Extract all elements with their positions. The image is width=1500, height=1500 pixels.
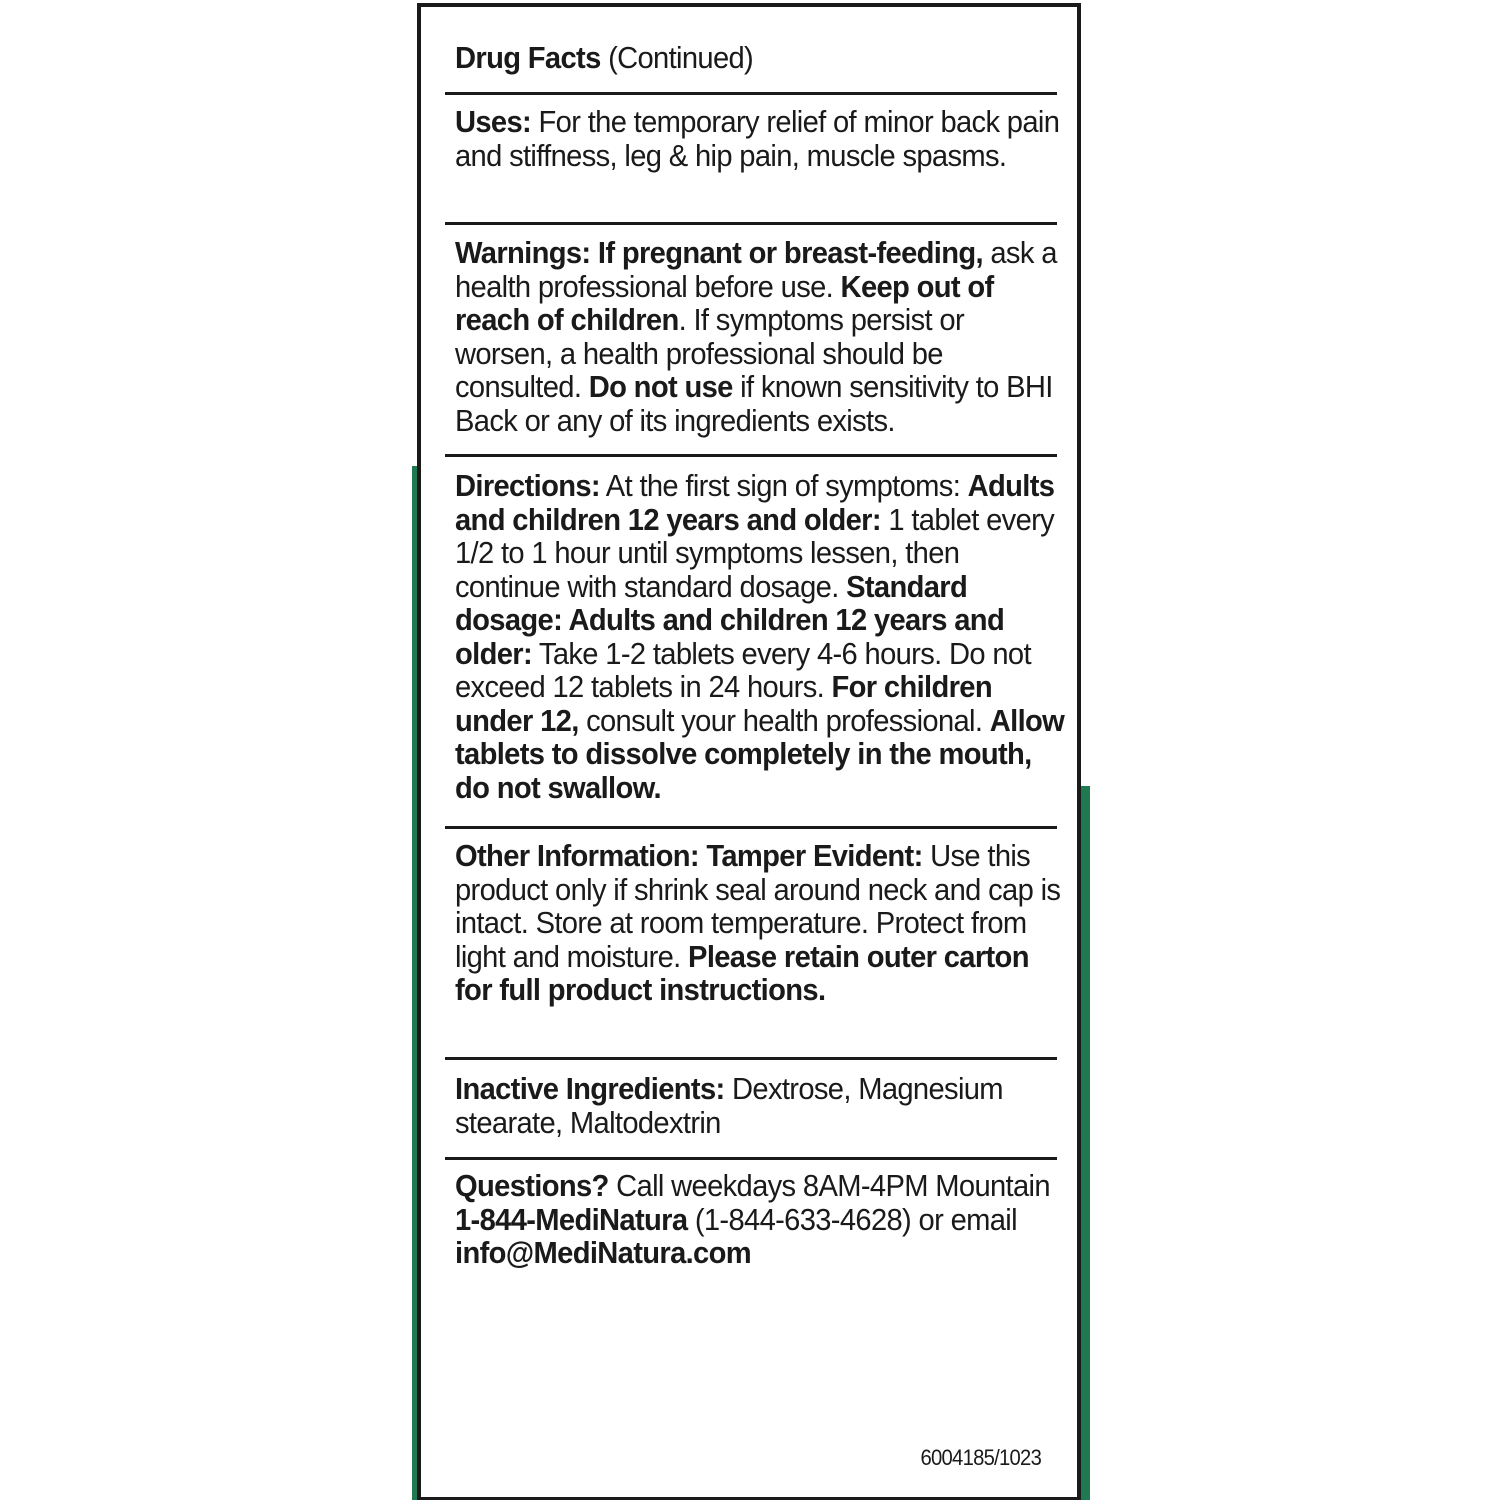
directions-text-3: Take 1-2 tablets every 4-6 hours. Do not exceed 12 tablets in 24 hours. <box>455 635 1031 704</box>
questions-email: info@MediNatura.com <box>455 1235 752 1270</box>
questions-phone: 1-844-MediNatura <box>455 1201 688 1237</box>
questions-label: Questions? <box>455 1168 609 1203</box>
directions-dissolve: Allow tablets to dissolve completely in the mouth, do not swallow. <box>455 702 1065 805</box>
divider <box>445 826 1057 829</box>
drug-facts-content <box>445 7 1065 1497</box>
uses-text: For the temporary relief of minor back pain and stiffness, leg & hip pain, muscle spasms. <box>455 104 1060 173</box>
warnings-text-1: ask a health professional before use. <box>455 235 1057 304</box>
other-information-text: Use this product only if shrink seal around neck and cap is intact. Store at room temperature. Protect from light and moisture. <box>455 838 1061 974</box>
warnings-section <box>455 236 1105 437</box>
divider <box>445 1157 1057 1160</box>
warnings-do-not-use: Do not use <box>588 369 733 404</box>
directions-label: Directions: <box>455 468 600 503</box>
directions-text-2: 1 tablet every 1/2 to 1 hour until symptoms lessen, then continue with standard dosage. <box>455 501 1055 604</box>
inactive-ingredients-section <box>455 1072 1105 1139</box>
divider <box>445 454 1057 457</box>
other-information-section <box>455 839 1105 1007</box>
drug-facts-title: Drug Facts <box>455 40 601 75</box>
inactive-ingredients-text: Dextrose, Magnesium stearate, Maltodextrin <box>455 1071 1003 1140</box>
product-code: 6004185/1023 <box>920 1445 1041 1470</box>
divider <box>445 92 1057 95</box>
directions-adults: Adults and children 12 years and older: <box>455 468 1055 537</box>
other-information-retain: Please retain outer carton for full product instructions. <box>455 938 1029 1007</box>
uses-label: Uses: <box>455 104 532 139</box>
directions-section <box>455 469 1105 804</box>
questions-text-1: Call weekdays 8AM-4PM Mountain <box>616 1168 1050 1203</box>
uses-section <box>455 105 1105 172</box>
other-information-label: Other Information: Tamper Evident: <box>455 838 923 873</box>
drug-facts-panel <box>417 3 1081 1500</box>
divider <box>445 222 1057 225</box>
warnings-text-2: . If symptoms persist or worsen, a health professional should be consulted. <box>455 302 965 404</box>
warnings-text-3: if known sensitivity to BHI Back or any of its ingredients exists. <box>455 369 1053 438</box>
questions-section <box>455 1169 1105 1270</box>
drug-facts-header <box>455 41 1105 75</box>
directions-text-4: consult your health professional. <box>586 702 983 738</box>
questions-text-2: (1-844-633-4628) or email <box>694 1201 1017 1237</box>
directions-text-1: At the first sign of symptoms: <box>605 468 961 503</box>
divider <box>445 1057 1057 1060</box>
drug-facts-subtitle: (Continued) <box>608 40 754 75</box>
inactive-ingredients-label: Inactive Ingredients: <box>455 1071 725 1106</box>
directions-standard-dosage: Standard dosage: Adults and children 12 years and older: <box>455 568 1005 671</box>
warnings-pregnant: If pregnant or breast-feeding, <box>597 235 983 270</box>
directions-children-under-12: For children under 12, <box>455 669 993 738</box>
warnings-label: Warnings: <box>455 235 591 270</box>
warnings-keep-out: Keep out of reach of children <box>455 268 994 337</box>
